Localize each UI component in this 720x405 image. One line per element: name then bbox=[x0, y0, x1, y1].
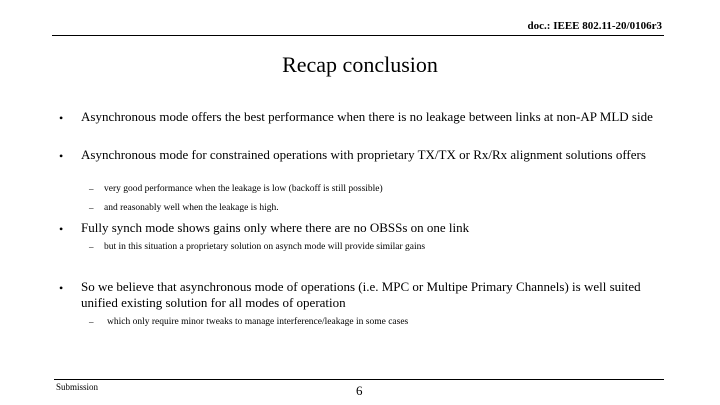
sub-bullet-text-4: which only require minor tweaks to manage interference/leakage in some cases bbox=[107, 317, 409, 327]
footer-submission-label: Submission bbox=[56, 382, 99, 392]
bullet-marker: • bbox=[59, 149, 64, 163]
bullet-marker: • bbox=[59, 222, 64, 236]
header-rule bbox=[52, 35, 664, 36]
bullet-marker: • bbox=[59, 281, 64, 295]
header-doc-id: doc.: IEEE 802.11-20/0106r3 bbox=[527, 20, 662, 32]
footer-rule bbox=[54, 379, 664, 380]
dash-marker: – bbox=[89, 203, 94, 213]
bullet-text-2: Asynchronous mode for constrained operations with proprietary TX/TX or Rx/Rx alignment solutions offers bbox=[81, 147, 646, 162]
footer-page-number: 6 bbox=[356, 383, 363, 398]
bullet-text-3: Fully synch mode shows gains only where there are no OBSSs on one link bbox=[81, 220, 470, 235]
dash-marker: – bbox=[89, 184, 94, 194]
sub-bullet-text-3: but in this situation a proprietary solution on asynch mode will provide similar gains bbox=[104, 242, 426, 252]
bullet-text-1: Asynchronous mode offers the best performance when there is no leakage between links at non-AP MLD side bbox=[81, 109, 653, 124]
bullet-text-4: So we believe that asynchronous mode of operations (i.e. MPC or Multipe Primary Channels) is well suited unified existing solution for all modes of operation bbox=[81, 279, 641, 310]
dash-marker: – bbox=[89, 317, 94, 327]
sub-bullet-text-1: very good performance when the leakage is low (backoff is still possible) bbox=[104, 184, 383, 194]
sub-bullet-text-2: and reasonably well when the leakage is high. bbox=[104, 203, 279, 213]
bullet-marker: • bbox=[59, 111, 64, 125]
slide-title: Recap conclusion bbox=[282, 52, 438, 77]
dash-marker: – bbox=[89, 242, 94, 252]
